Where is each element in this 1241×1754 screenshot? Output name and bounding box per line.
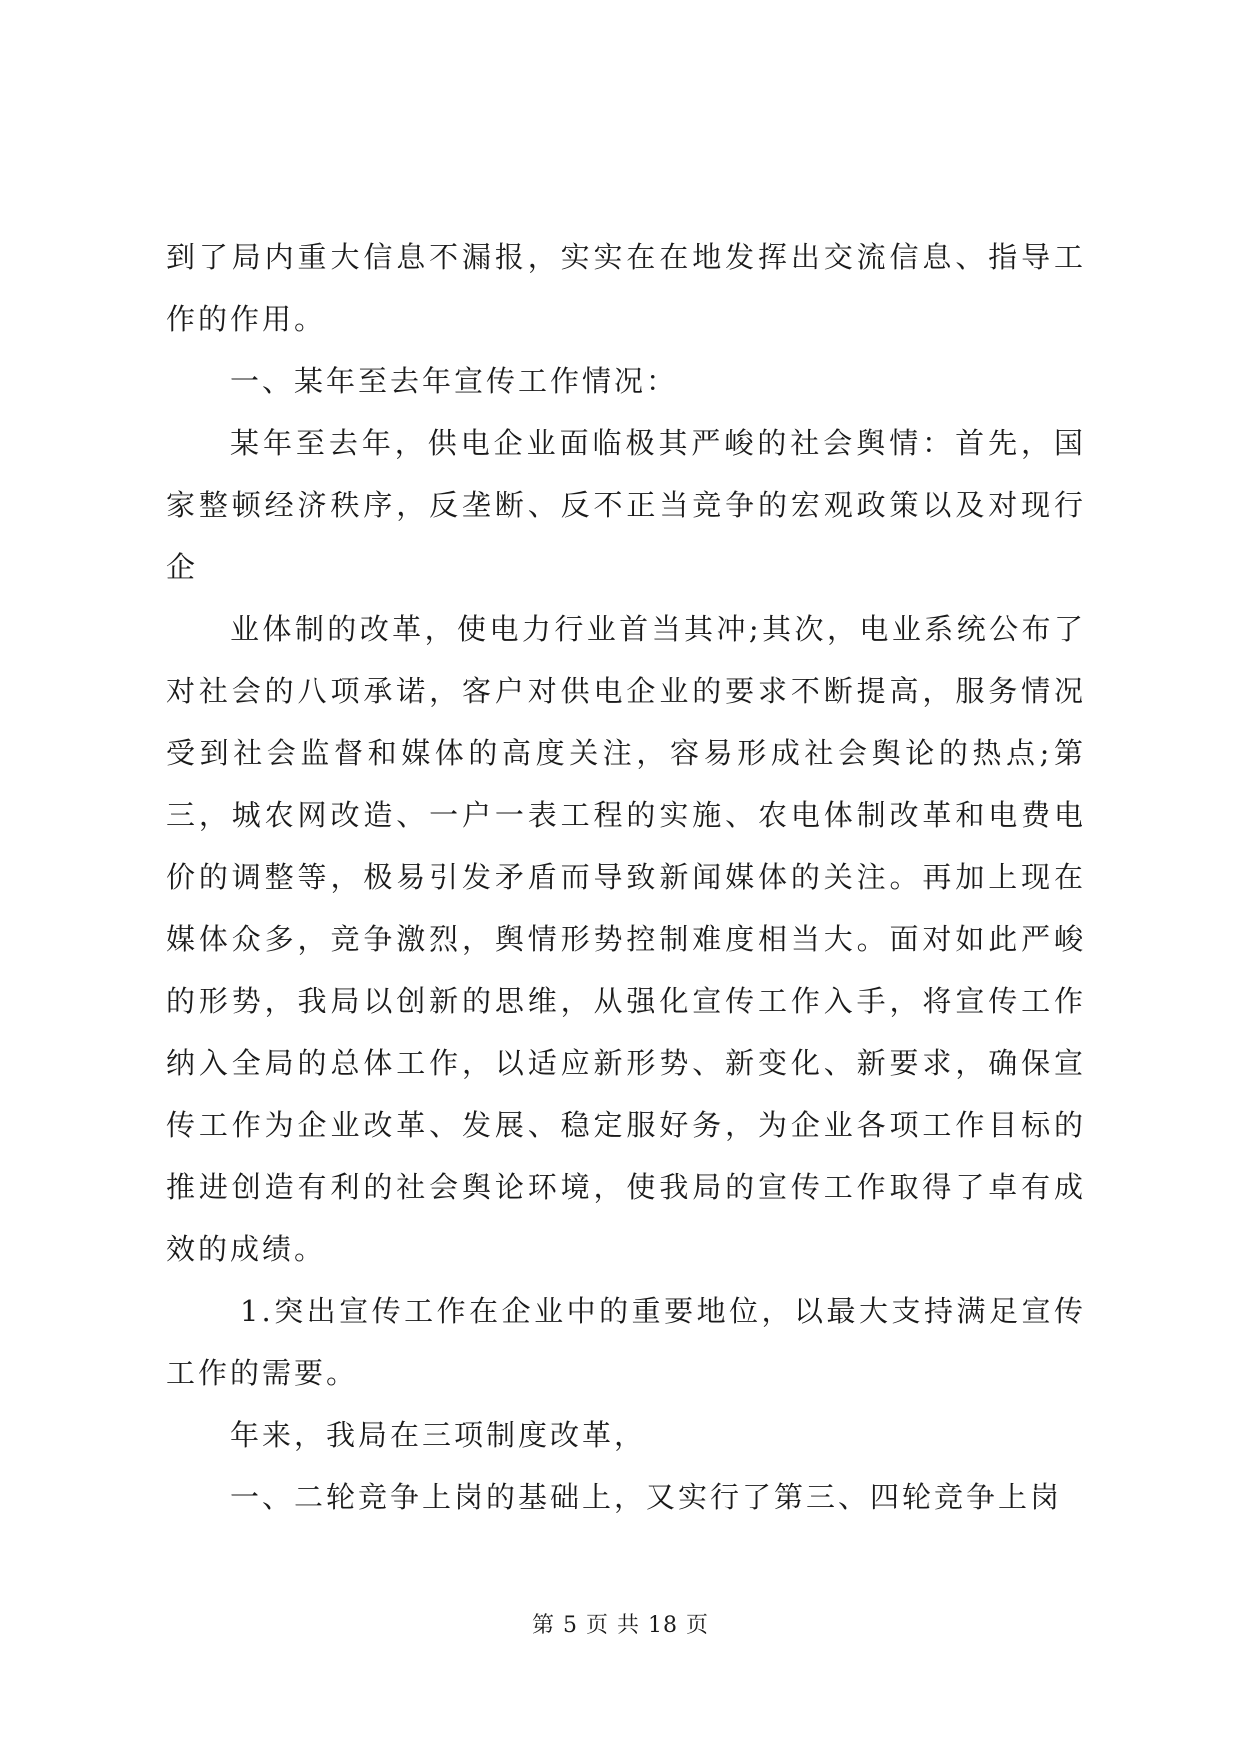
paragraph-situation: 某年至去年，供电企业面临极其严峻的社会舆情：首先，国家整顿经济秩序，反垄断、反不正当竞争的宏观政策以及对现行企 — [166, 426, 1086, 584]
document-body — [166, 226, 1086, 1528]
paragraph-situation-continued: 业体制的改革，使电力行业首当其冲;其次，电业系统公布了对社会的八项承诺，客户对供电企业的要求不断提高，服务情况受到社会监督和媒体的高度关注，容易形成社会舆论的热点;第三，城农网改造、一户一表工程的实施、农电体制改革和电费电价的调整等，极易引发矛盾而导致新闻媒体的关注。再加上现在媒体众多，竞争激烈，舆情形势控制难度相当大。面对如此严峻的形势，我局以创新的思维，从强化宣传工作入手，将宣传工作纳入全局的总体工作，以适应新形势、新变化、新要求，确保宣传工作为企业改革、发展、稳定服好务，为企业各项工作目标的推进创造有利的社会舆论环境，使我局的宣传工作取得了卓有成效的成绩。 — [166, 612, 1086, 1266]
section-heading: 一、某年至去年宣传工作情况： — [230, 364, 679, 398]
paragraph-competition: 一、二轮竞争上岗的基础上，又实行了第三、四轮竞争上岗 — [230, 1480, 1063, 1514]
page-number-footer: 第 5 页 共 18 页 — [532, 1613, 709, 1638]
paragraph-continuation: 到了局内重大信息不漏报，实实在在地发挥出交流信息、指导工作的作用。 — [166, 240, 1086, 336]
paragraph-reform: 年来，我局在三项制度改革， — [230, 1418, 647, 1452]
numbered-item-1: 1.突出宣传工作在企业中的重要地位，以最大支持满足宣传工作的需要。 — [166, 1294, 1086, 1390]
